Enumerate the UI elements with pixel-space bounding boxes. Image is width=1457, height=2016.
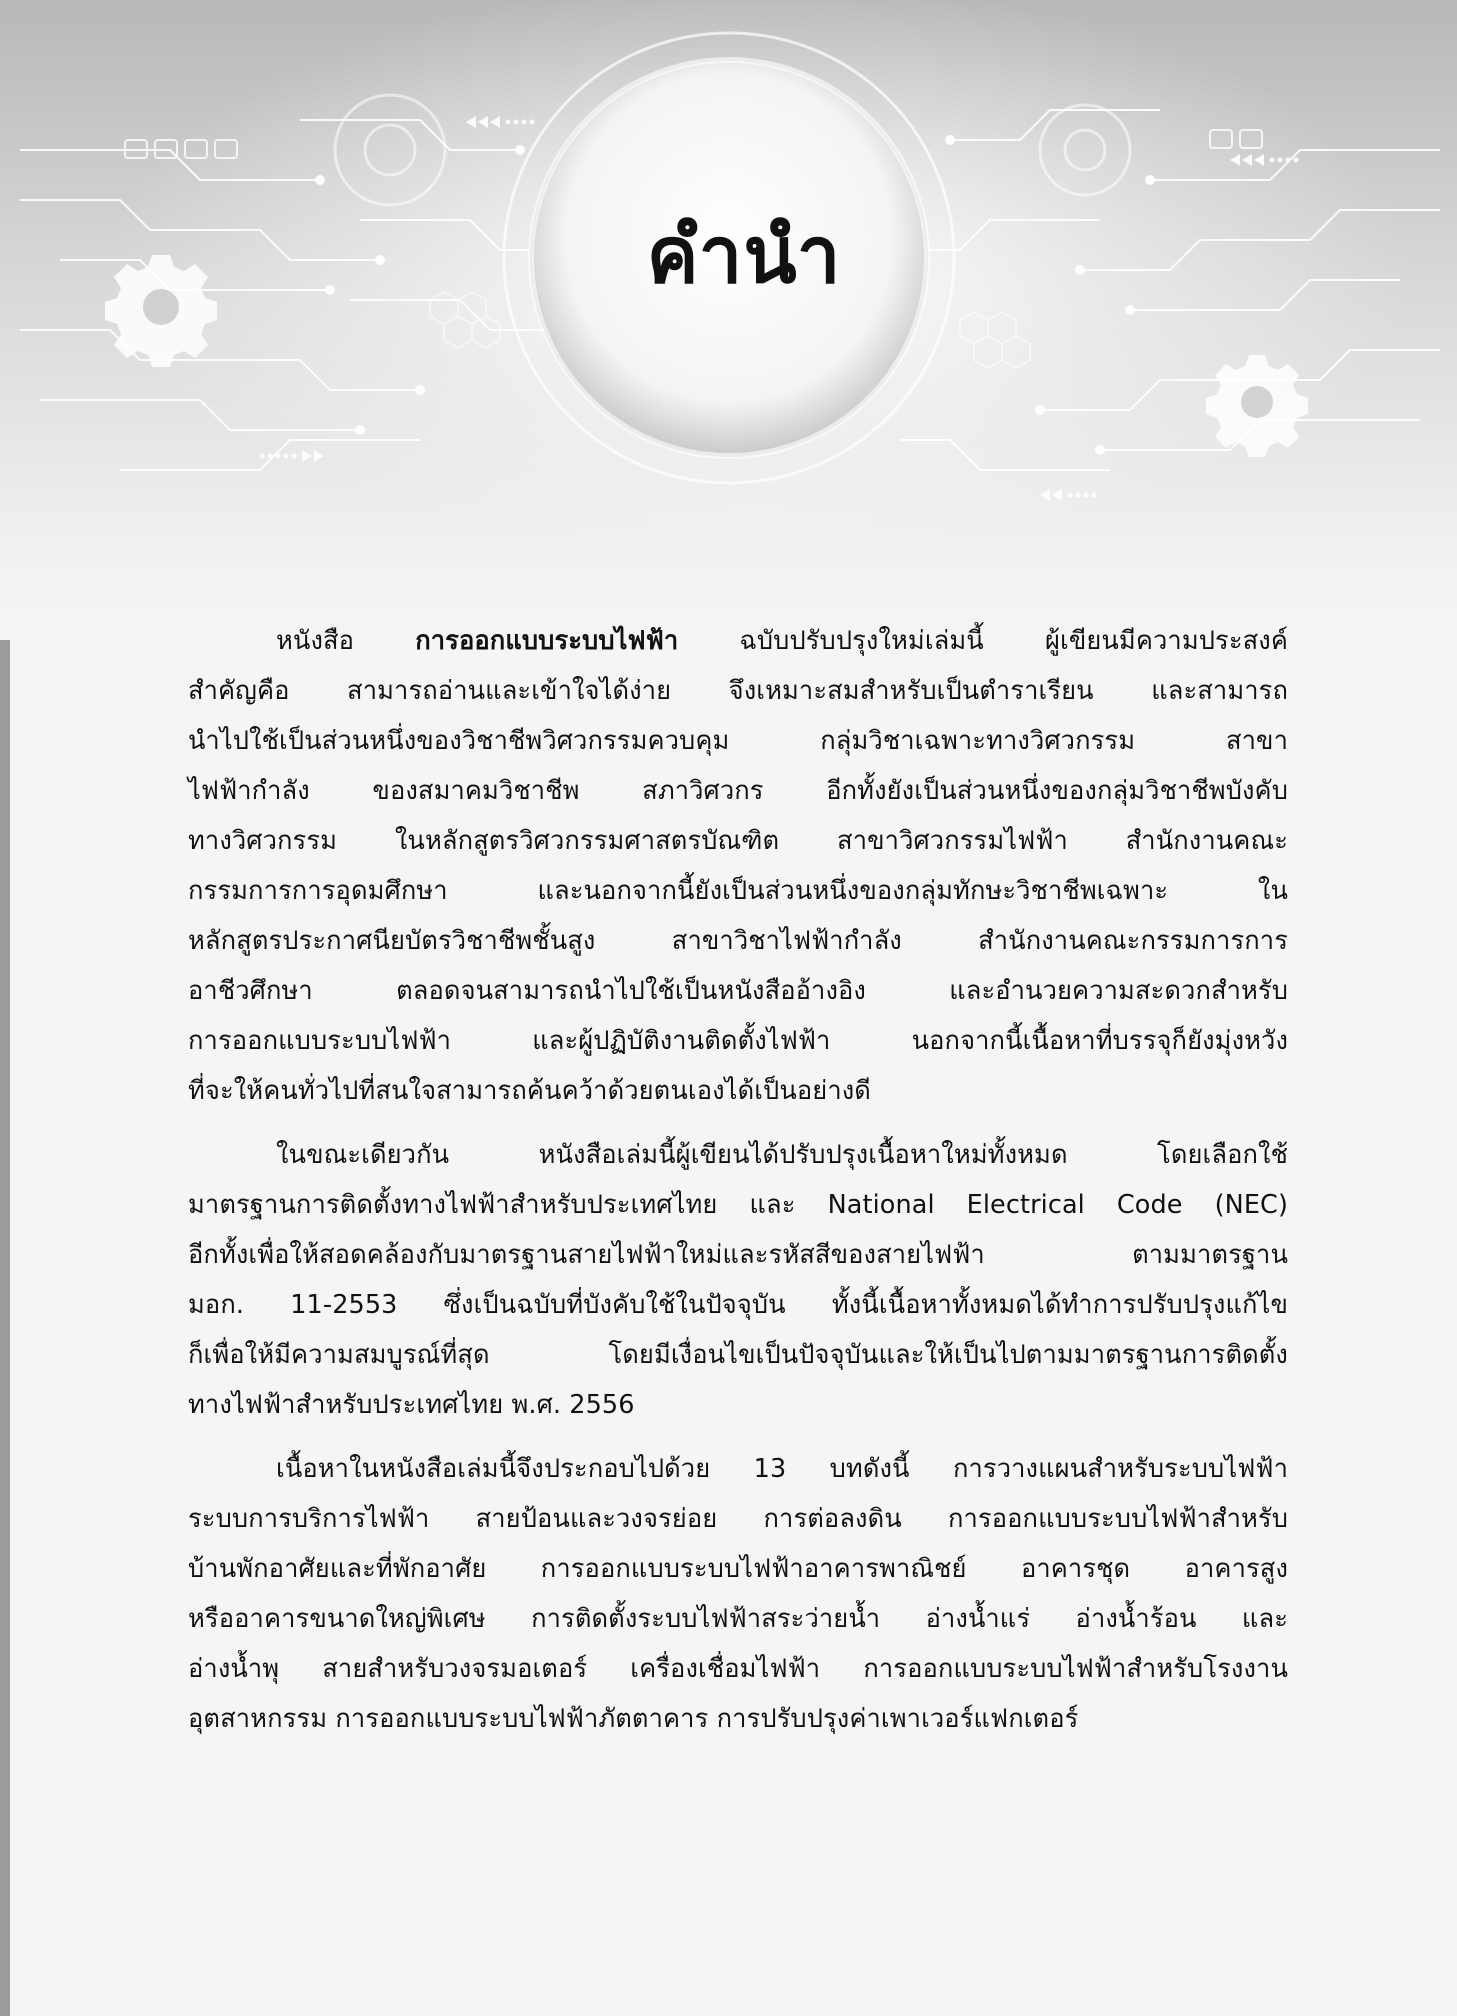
text-line: มอก. 11-2553 ซึ่งเป็นฉบับที่บังคับใช้ในปัจจุบัน ทั้งนี้เนื้อหาทั้งหมดได้ทำการปรับปรุงแก้ไข	[188, 1290, 1288, 1320]
text-run: ฉบับปรับปรุงใหม่เล่มนี้ ผู้เขียนมีความประสงค์	[678, 626, 1288, 656]
text-line: หรืออาคารขนาดใหญ่พิเศษ การติดตั้งระบบไฟฟ้าสระว่ายน้ำ อ่างน้ำแร่ อ่างน้ำร้อน และ	[188, 1604, 1288, 1634]
paragraph	[188, 1444, 1288, 1744]
text-line: มาตรฐานการติดตั้งทางไฟฟ้าสำหรับประเทศไทย และ National Electrical Code (NEC)	[188, 1190, 1288, 1220]
text-line: ที่จะให้คนทั่วไปที่สนใจสามารถค้นคว้าด้วยตนเองได้เป็นอย่างดี	[188, 1076, 871, 1106]
book-title-emphasis: การออกแบบระบบไฟฟ้า	[415, 626, 679, 656]
text-line: อุตสาหกรรม การออกแบบระบบไฟฟ้าภัตตาคาร การปรับปรุงค่าเพาเวอร์แฟกเตอร์	[188, 1704, 1079, 1734]
title-disc	[559, 38, 929, 468]
preface-body	[188, 616, 1288, 1758]
text-line: อีกทั้งเพื่อให้สอดคล้องกับมาตรฐานสายไฟฟ้าใหม่และรหัสสีของสายไฟฟ้า ตามมาตรฐาน	[188, 1240, 1288, 1270]
text-line: สำคัญคือ สามารถอ่านและเข้าใจได้ง่าย จึงเหมาะสมสำหรับเป็นตำราเรียน และสามารถ	[188, 676, 1288, 706]
text-line: ระบบการบริการไฟฟ้า สายป้อนและวงจรย่อย การต่อลงดิน การออกแบบระบบไฟฟ้าสำหรับ	[188, 1504, 1288, 1534]
text-line: นำไปใช้เป็นส่วนหนึ่งของวิชาชีพวิศวกรรมควบคุม กลุ่มวิชาเฉพาะทางวิศวกรรม สาขา	[188, 726, 1288, 756]
text-line: ก็เพื่อให้มีความสมบูรณ์ที่สุด โดยมีเงื่อนไขเป็นปัจจุบันและให้เป็นไปตามมาตรฐานการติดตั้ง	[188, 1340, 1288, 1370]
text-line: การออกแบบระบบไฟฟ้า และผู้ปฏิบัติงานติดตั้งไฟฟ้า นอกจากนี้เนื้อหาที่บรรจุก็ยังมุ่งหวัง	[188, 1026, 1288, 1056]
text-line: ในขณะเดียวกัน หนังสือเล่มนี้ผู้เขียนได้ปรับปรุงเนื้อหาใหม่ทั้งหมด โดยเลือกใช้	[276, 1140, 1288, 1170]
text-line	[188, 616, 1288, 666]
text-line: ทางวิศวกรรม ในหลักสูตรวิศวกรรมศาสตรบัณฑิต สาขาวิศวกรรมไฟฟ้า สำนักงานคณะ	[188, 826, 1288, 856]
text-line: บ้านพักอาศัยและที่พักอาศัย การออกแบบระบบไฟฟ้าอาคารพาณิชย์ อาคารชุด อาคารสูง	[188, 1554, 1288, 1584]
paragraph	[188, 1130, 1288, 1430]
text-line: กรรมการการอุดมศึกษา และนอกจากนี้ยังเป็นส่วนหนึ่งของกลุ่มทักษะวิชาชีพเฉพาะ ใน	[188, 876, 1288, 906]
paragraph	[188, 616, 1288, 1116]
text-line: ไฟฟ้ากำลัง ของสมาคมวิชาชีพ สภาวิศวกร อีกทั้งยังเป็นส่วนหนึ่งของกลุ่มวิชาชีพบังคับ	[188, 776, 1288, 806]
page-title: คำนำ	[646, 211, 842, 301]
text-run: หนังสือ	[276, 626, 416, 656]
text-line: เนื้อหาในหนังสือเล่มนี้จึงประกอบไปด้วย 13 บทดังนี้ การวางแผนสำหรับระบบไฟฟ้า	[276, 1454, 1288, 1484]
text-line: ทางไฟฟ้าสำหรับประเทศไทย พ.ศ. 2556	[188, 1390, 635, 1420]
text-line: อาชีวศึกษา ตลอดจนสามารถนำไปใช้เป็นหนังสืออ้างอิง และอำนวยความสะดวกสำหรับ	[188, 976, 1288, 1006]
text-line: หลักสูตรประกาศนียบัตรวิชาชีพชั้นสูง สาขาวิชาไฟฟ้ากำลัง สำนักงานคณะกรรมการการ	[188, 926, 1288, 956]
text-line: อ่างน้ำพุ สายสำหรับวงจรมอเตอร์ เครื่องเชื่อมไฟฟ้า การออกแบบระบบไฟฟ้าสำหรับโรงงาน	[188, 1654, 1288, 1684]
